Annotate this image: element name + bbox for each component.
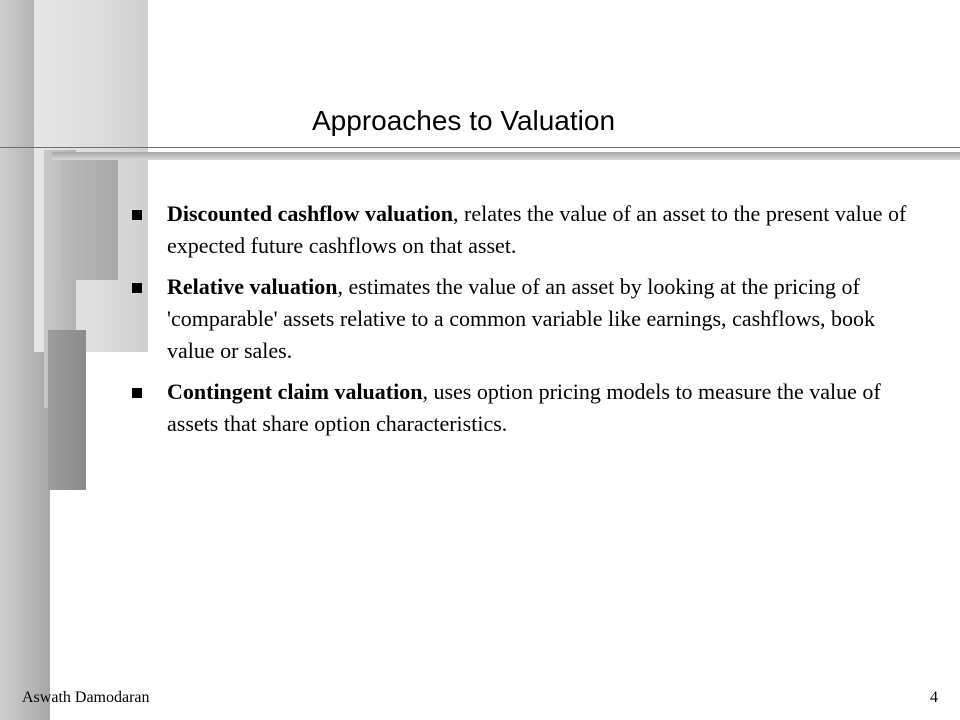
- bullet-term: Discounted cashflow valuation: [167, 201, 454, 226]
- bullet-item: [130, 376, 910, 440]
- bullet-text: , uses option pricing models to measure the value of assets that share option characteristics.: [167, 379, 881, 436]
- bullet-term: Relative valuation: [167, 274, 338, 299]
- decorative-bar: [62, 160, 118, 280]
- slide-title: Approaches to Valuation: [312, 105, 616, 136]
- title-divider-line: [0, 147, 960, 148]
- square-bullet-icon: [132, 388, 142, 398]
- bullet-list: [130, 198, 910, 449]
- bullet-term: Contingent claim valuation: [167, 379, 423, 404]
- bullet-text: , estimates the value of an asset by looking at the pricing of 'comparable' assets relative to a common variable like earnings, cashflows, book value or sales.: [167, 274, 876, 363]
- title-divider-bar: [52, 152, 960, 160]
- bullet-text: , relates the value of an asset to the present value of expected future cashflows on that asset.: [167, 201, 907, 258]
- decorative-bar: [48, 330, 86, 490]
- square-bullet-icon: [132, 283, 142, 293]
- page-number: 4: [930, 689, 938, 706]
- bullet-item: [130, 198, 910, 262]
- square-bullet-icon: [132, 210, 142, 220]
- bullet-item: [130, 271, 910, 367]
- footer-author: Aswath Damodaran: [22, 689, 150, 706]
